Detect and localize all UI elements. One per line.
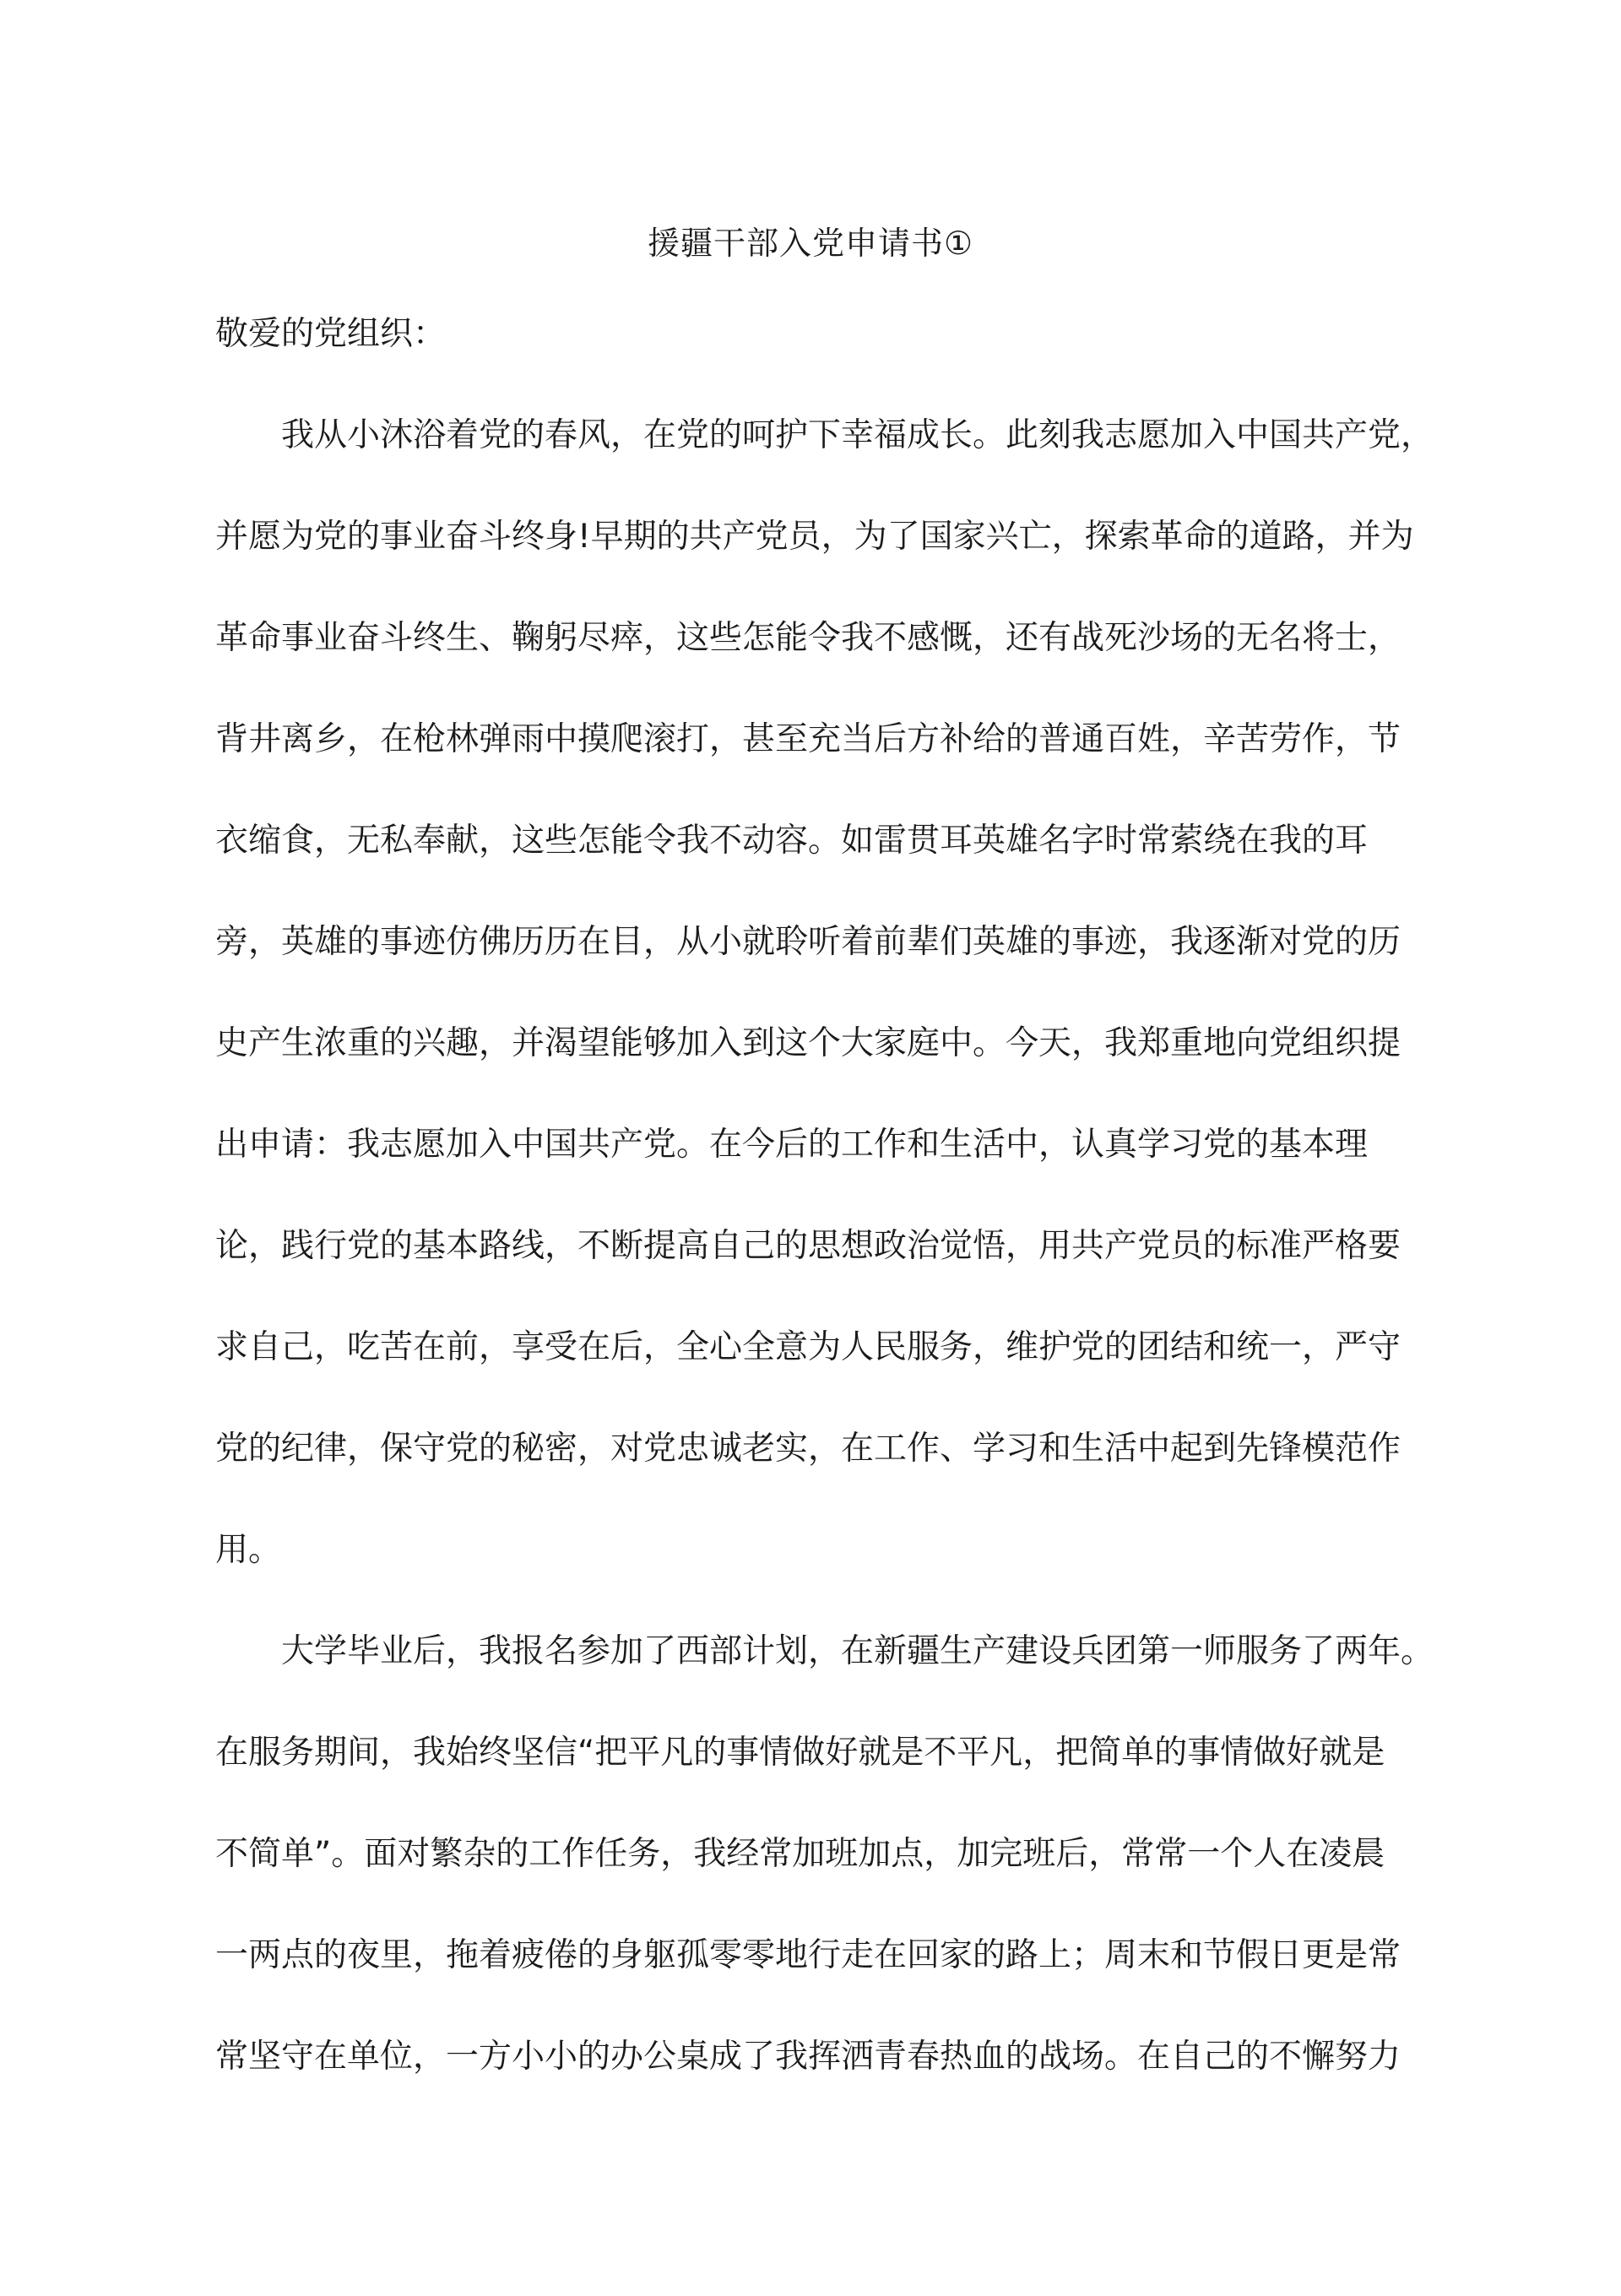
body-line: 在服务期间，我始终坚信“把平凡的事情做好就是不平凡，把简单的事情做好就是 <box>215 1734 1385 1772</box>
body-line: 我从小沐浴着党的春风，在党的呵护下幸福成长。此刻我志愿加入中国共产党， <box>281 416 1434 454</box>
document-title: 援疆干部入党申请书① <box>647 225 974 262</box>
body-line: 党的纪律，保守党的秘密，对党忠诚老实，在工作、学习和生活中起到先锋模范作 <box>215 1430 1401 1468</box>
salutation: 敬爱的党组织： <box>215 315 447 353</box>
body-line: 不简单”。面对繁杂的工作任务，我经常加班加点，加完班后，常常一个人在凌晨 <box>215 1835 1385 1873</box>
body-line: 求自己，吃苦在前，享受在后，全心全意为人民服务，维护党的团结和统一，严守 <box>215 1328 1401 1366</box>
body-line: 论，践行党的基本路线，不断提高自己的思想政治觉悟，用共产党员的标准严格要 <box>215 1227 1401 1265</box>
body-line: 背井离乡，在枪林弹雨中摸爬滚打，甚至充当后方补给的普通百姓，辛苦劳作，节 <box>215 720 1401 758</box>
body-line: 并愿为党的事业奋斗终身!早期的共产党员，为了国家兴亡，探索革命的道路，并为 <box>215 518 1414 556</box>
body-line: 用。 <box>215 1531 282 1569</box>
body-line: 旁，英雄的事迹仿佛历历在目，从小就聆听着前辈们英雄的事迹，我逐渐对党的历 <box>215 923 1401 961</box>
body-line: 出申请：我志愿加入中国共产党。在今后的工作和生活中，认真学习党的基本理 <box>215 1126 1369 1164</box>
body-line: 衣缩食，无私奉献，这些怎能令我不动容。如雷贯耳英雄名字时常萦绕在我的耳 <box>215 822 1369 860</box>
body-line: 大学毕业后，我报名参加了西部计划，在新疆生产建设兵团第一师服务了两年。 <box>281 1632 1434 1670</box>
body-line: 革命事业奋斗终生、鞠躬尽瘁，这些怎能令我不感慨，还有战死沙场的无名将士， <box>215 619 1401 657</box>
body-line: 史产生浓重的兴趣，并渴望能够加入到这个大家庭中。今天，我郑重地向党组织提 <box>215 1024 1401 1062</box>
body-line: 常坚守在单位，一方小小的办公桌成了我挥洒青春热血的战场。在自己的不懈努力 <box>215 2038 1401 2076</box>
body-line: 一两点的夜里，拖着疲倦的身躯孤零零地行走在回家的路上；周末和节假日更是常 <box>215 1936 1401 1974</box>
